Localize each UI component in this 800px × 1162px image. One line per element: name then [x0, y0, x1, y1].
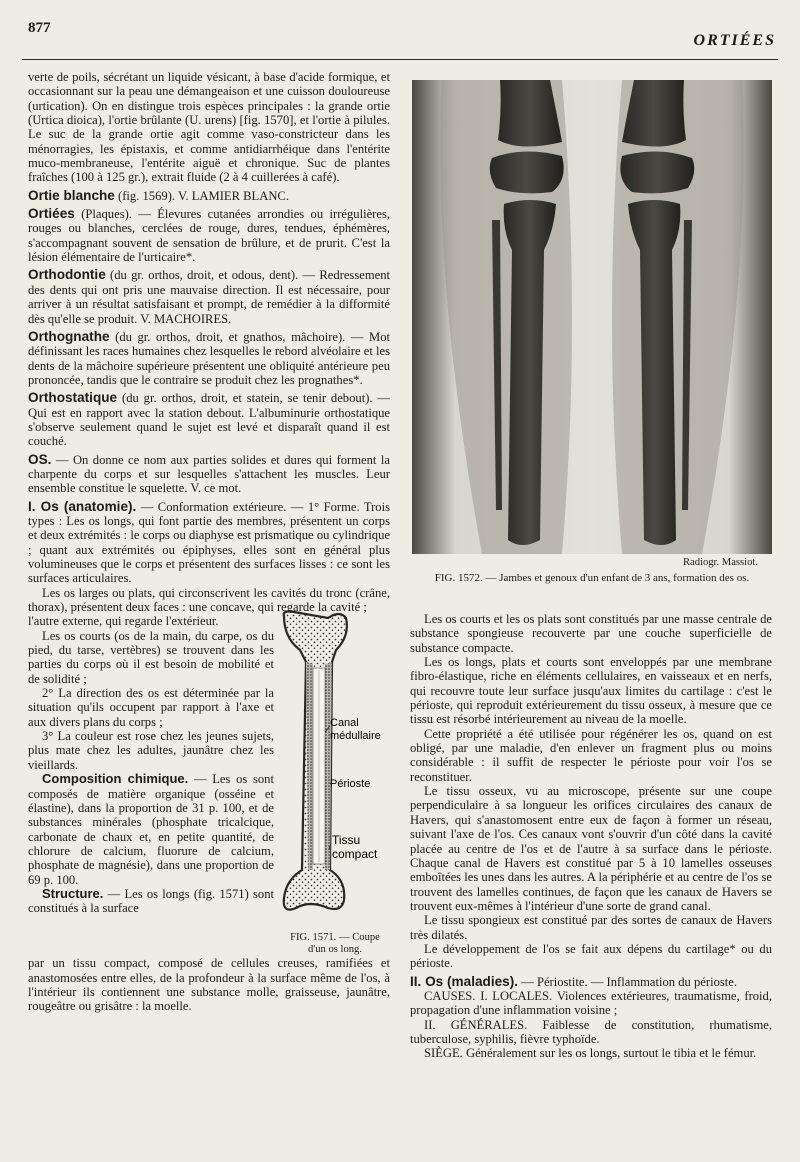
running-head: ORTIÉES — [693, 32, 776, 49]
larges-cont: l'autre externe, qui regarde l'extérieur. — [28, 614, 219, 629]
entry-orties — [28, 207, 390, 264]
urtica-paragraph: verte de poils, sécrétant un liquide vésicant, à base d'acide formique, et occasionnant sur la peau une démangeaison et une cuisson douloureuse (urtication). On en distingue trois espèces principales : la grande ortie (Urtica dioica), l'ortie brûlante (U. urens) [fig. 1570], et l'ortie à pilules. Le suc de la grande ortie agit comme vaso-constricteur dans les ménorragies, les épistaxis, et comme antidiarrhéique dans l'entérite muco-membraneuse, l'entérite aiguë et chronique. Suc de plantes fraîches (100 à 125 gr.), extrait fluide (2 à 4 cuillerées à café). — [28, 70, 390, 185]
headword-ortie-blanche: Ortie blanche — [28, 187, 115, 203]
headword-structure: Structure. — [42, 885, 104, 901]
headword-orthodontie: Orthodontie — [28, 267, 106, 283]
entry-orthostatique — [28, 391, 390, 448]
text-structure-a: — Les os longs (fig. 1571) sont constitués à la surface — [28, 886, 274, 916]
entry-os-maladies — [410, 975, 772, 989]
couleur-paragraph: 3° La couleur est rose chez les jeunes sujets, plus mate chez les adultes, jaunâtre chez les vieillards. — [28, 729, 274, 772]
courts-paragraph: Les os courts (os de la main, du carpe, os du pied, du tarse, vertèbres) se trouvent dans les parties du corps où il est besoin de mobilité et de solidité ; — [28, 628, 274, 686]
header-rule — [22, 59, 778, 60]
bone-section-drawing — [280, 608, 390, 930]
text-composition: — Les os sont composés de matière organique (osséine et élastine), dans la proportion de 31 p. 100, et de substances minérales (phosphate tricalcique, carbonate de chaux et, en petite quantité, de chlorure de calcium, fluorure de calcium, phosphate de magnésie), dans une proportion de 69 p. 100. — [28, 772, 274, 887]
siege-text: Généralement sur les os longs, surtout le tibia et le fémur. — [465, 1046, 757, 1061]
left-column — [28, 70, 390, 1140]
label-tissu: Tissu — [332, 833, 361, 848]
xray-caption: FIG. 1572. — Jambes et genoux d'un enfant de 3 ans, formation des os. — [434, 572, 750, 584]
direction-paragraph: 2° La direction des os est déterminée par la situation qu'ils occupent par rapport à l'axe et aux divers plans du corps ; — [28, 686, 274, 729]
headword-orthognathe: Orthognathe — [28, 328, 110, 344]
label-compact: compact — [332, 847, 378, 862]
spongieux-paragraph: Le tissu spongieux est constitué par des sortes de canaux de Havers très dilatés. — [410, 913, 772, 942]
headword-orthostatique: Orthostatique — [28, 390, 118, 406]
text-orties: (Plaques). — Élevures cutanées arrondies ou irrégulières, rouges ou blanches, cerclées de rouge, dures, tendues, éphémères, s'accompagnant souvent de sensation de brûlure, et de prurit. C'est la lésion élémentaire de l'urticaire*. — [28, 207, 390, 265]
causes-label: CAUSES. I. LOCALES. — [424, 988, 553, 1003]
entry-os-anatomie — [28, 500, 390, 586]
label-canal: Canal — [330, 717, 359, 730]
photo-credit: Radiogr. Massiot. — [682, 557, 758, 568]
text-os-anatomie: — Conformation extérieure. — 1° Forme. Trois types : Les os longs, qui font partie des membres, présentent un corps et deux extrémités : le corps ou diaphyse est prismatique ou cylindrique ; quant aux extrémités ou épiphyses, elles sont en général plus volumineuses que le corps et présentent des surfaces lisses : ce sont les surfaces articulaires. — [28, 499, 390, 586]
entry-structure — [28, 887, 274, 916]
microscope-paragraph: Le tissu osseux, vu au microscope, présente sur une coupe perpendiculaire à sa longueur les orifices circulaires des canaux de Havers, qui s'anastomosent entre eux de façon à former un réseau, suivant l'axe de l'os. Ces canaux vont s'ouvrir d'un côté dans la cavité placée au centre de l'os et de l'autre à sa surface dans le périoste. Chaque canal de Havers est constitué par 5 à 10 lamelles osseuses emboîtées les unes dans les autres. A la périphérie et au centre de l'os se trouvent des lamelles continues, de façon que les canaux de Havers se trouvent eux-mêmes à l'intérieur d'une sorte de grand canal. — [410, 784, 772, 913]
text-orthodontie: (du gr. orthos, droit, et odous, dent). — Redressement des dents qui ont pris une mauvaise direction. Il est nécessaire, pour arriver à un résultat satisfaisant et prompt, de remédier à la difformité dès qu'elle se produit. V. MACHOIRES. — [28, 268, 390, 326]
siege-paragraph — [410, 1046, 772, 1060]
entry-ortie-blanche — [28, 189, 390, 203]
developpement-paragraph: Le développement de l'os se fait aux dépens du cartilage* ou du périoste. — [410, 941, 772, 971]
headword-os: OS. — [28, 451, 52, 467]
generales-paragraph — [410, 1018, 772, 1047]
headword-composition: Composition chimique. — [42, 771, 189, 787]
headword-os-maladies: II. Os (maladies). — [410, 973, 519, 989]
larges-lead: Les os larges ou plats, qui circonscrivent les cavités du tronc (crâne, thorax), présentent deux faces : une concave, qui regarde la cavité ; — [28, 585, 390, 615]
generales-label: II. GÉNÉRALES. — [424, 1017, 528, 1032]
right-column — [410, 612, 772, 1132]
xray-photograph — [412, 80, 772, 554]
bone-figure-caption: FIG. 1571. — Coupe d'un os long. — [290, 932, 380, 956]
wrap-area — [28, 614, 390, 956]
wrap-text — [28, 614, 274, 915]
causes-text: Violences extérieures, traumatisme, froid, propagation d'une inflammation voisine ; — [410, 988, 772, 1018]
courts-plats-paragraph: Les os courts et les os plats sont constitués par une masse centrale de substance spongieuse recouverte par une couche superficielle de substance compacte. — [410, 612, 772, 655]
text-os-maladies: — Périostite. — Inflammation du périoste. — [521, 974, 738, 989]
entry-orthodontie — [28, 268, 390, 325]
text-structure-b: par un tissu compact, composé de cellules creuses, ramifiées et anastomosées entre elles, de la profondeur à la surface même de l'os, à l'intérieur ils contiennent une substance molle, graisseuse, jaunâtre, rougeâtre ou grisâtre : la moelle. — [28, 956, 390, 1014]
causes-paragraph — [410, 989, 772, 1018]
page-header — [22, 16, 778, 60]
entry-composition — [28, 772, 274, 887]
text-ortie-blanche: (fig. 1569). V. LAMIER BLANC. — [118, 188, 289, 203]
label-medullaire: médullaire — [330, 730, 381, 743]
headword-os-anatomie: I. Os (anatomie). — [28, 498, 137, 514]
propriete-paragraph: Cette propriété a été utilisée pour régénérer les os, quand on est obligé, par une maladie, d'en enlever un fragment plus ou moins considérable : il suffit de respecter le périoste pour voir l'os se reconstituer. — [410, 726, 772, 784]
headword-orties: Ortiées — [28, 206, 75, 222]
entry-orthognathe — [28, 330, 390, 387]
siege-label: SIÈGE. — [424, 1046, 463, 1061]
page-number: 877 — [28, 20, 51, 36]
text-orthostatique: (du gr. orthos, droit, et statein, se tenir debout). — Qui est en rapport avec la station debout. L'albuminurie orthostatique s'observe seulement quand le sujet est levé et disparaît quand il est couché. — [28, 391, 390, 449]
text-os: — On donne ce nom aux parties solides et dures qui forment la charpente du corps et sur lesquelles s'attachent les muscles. Leur ensemble constitue le squelette. V. ce mot. — [28, 452, 390, 496]
entry-os — [28, 453, 390, 496]
enveloppes-paragraph: Les os longs, plats et courts sont enveloppés par une membrane fibro-élastique, riche en éléments cellulaires, en vaisseaux et en nerfs, qui recouvre toute leur surface jusqu'aux limites du cartilage : c'est le périoste, qui reproduit extérieurement du tissu osseux, à mesure que ce tissu est résorbé intérieurement au niveau de la moelle. — [410, 655, 772, 727]
text-orthognathe: (du gr. orthos, droit, et gnathos, mâchoire). — Mot définissant les races humaines chez lesquelles le rebord alvéolaire et les dents de la mâchoire supérieure présentent une obliquité antérieure peu prononcée, tandis que le contraire se produit chez les prognathes*. — [28, 329, 390, 387]
label-perioste: Périoste — [330, 778, 371, 791]
xray-image — [412, 80, 772, 554]
generales-text: Faiblesse de constitution, rhumatisme, tuberculose, syphilis, fièvre typhoïde. — [410, 1017, 772, 1046]
bone-section-figure — [280, 608, 390, 956]
xray-figure — [412, 80, 772, 585]
